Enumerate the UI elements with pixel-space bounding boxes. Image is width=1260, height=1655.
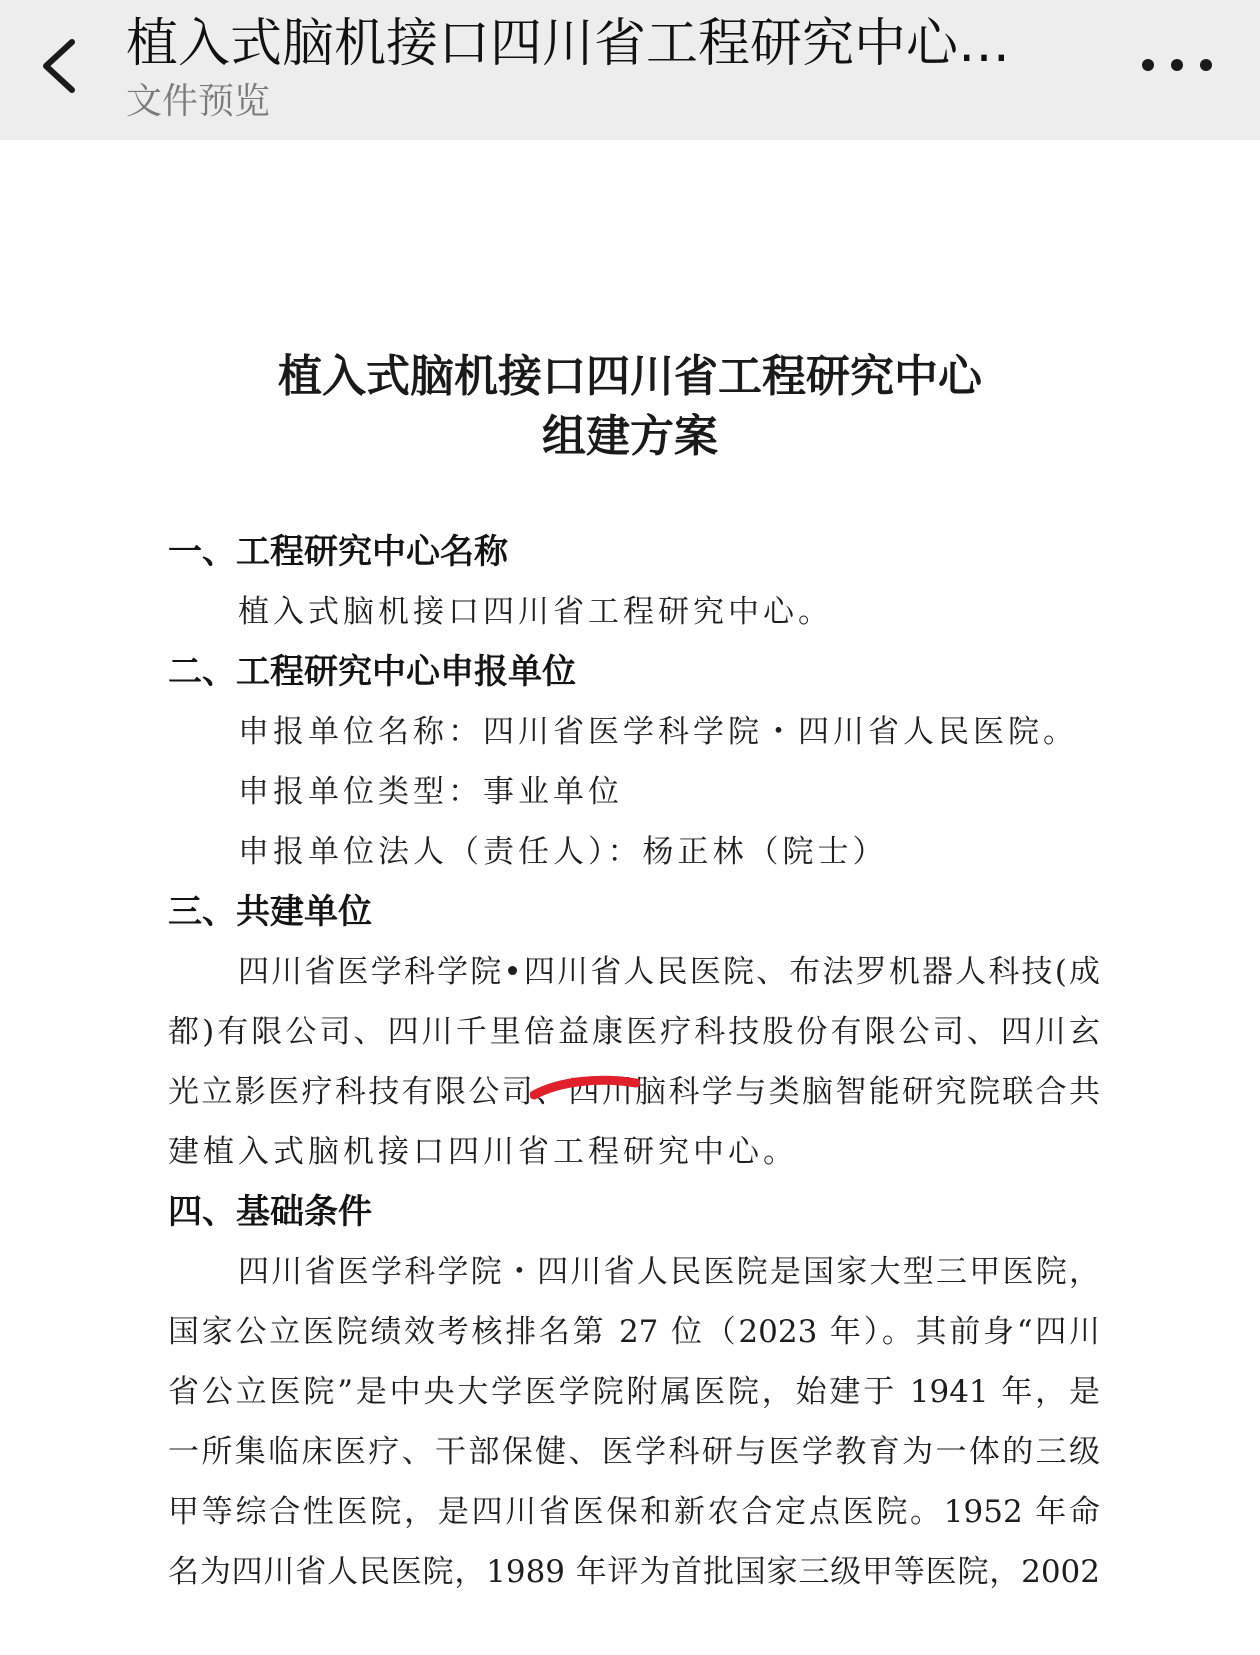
paragraph-line: 都)有限公司、四川千里倍益康医疗科技股份有限公司、四川玄 xyxy=(168,1014,1100,1050)
more-horizontal-icon xyxy=(1132,40,1222,90)
section-heading: 一、工程研究中心名称 xyxy=(168,532,508,572)
paragraph-line: 甲等综合性医院，是四川省医保和新农合定点医院。1952 年命 xyxy=(168,1494,1100,1530)
paragraph-line: 申报单位类型：事业单位 xyxy=(238,774,623,810)
page-title: 植入式脑机接口四川省工程研究中心… xyxy=(126,14,1011,74)
section-heading: 四、基础条件 xyxy=(168,1192,372,1232)
paragraph-line: 一所集临床医疗、干部保健、医学科研与医学教育为一体的三级 xyxy=(168,1434,1100,1470)
paragraph-line: 省公立医院”是中央大学医学院附属医院，始建于 1941 年，是 xyxy=(168,1374,1100,1410)
top-navigation-bar xyxy=(0,0,1260,140)
paragraph-line: 植入式脑机接口四川省工程研究中心。 xyxy=(238,594,833,630)
section-heading: 三、共建单位 xyxy=(168,892,372,932)
paragraph-line: 申报单位法人（责任人）：杨正林（院士） xyxy=(238,834,888,870)
document-title-line-1: 植入式脑机接口四川省工程研究中心 xyxy=(278,351,982,402)
paragraph-line: 光立影医疗科技有限公司、四川脑科学与类脑智能研究院联合共 xyxy=(168,1074,1100,1110)
section-heading: 二、工程研究中心申报单位 xyxy=(168,652,576,692)
paragraph-line: 申报单位名称：四川省医学科学院・四川省人民医院。 xyxy=(238,714,1078,750)
document-title-line-2: 组建方案 xyxy=(542,411,718,462)
paragraph-line: 名为四川省人民医院，1989 年评为首批国家三级甲等医院，2002 xyxy=(168,1554,1100,1590)
paragraph-line: 四川省医学科学院•四川省人民医院、布法罗机器人科技(成 xyxy=(238,954,1100,990)
paragraph-line: 四川省医学科学院・四川省人民医院是国家大型三甲医院， xyxy=(238,1254,1100,1290)
back-button[interactable] xyxy=(28,20,108,110)
header-title-block xyxy=(126,12,1056,124)
chevron-left-icon xyxy=(28,20,108,110)
paragraph-line: 国家公立医院绩效考核排名第 27 位（2023 年）。其前身“四川 xyxy=(168,1314,1100,1350)
page-subtitle: 文件预览 xyxy=(126,81,271,122)
document-preview[interactable] xyxy=(0,140,1260,1655)
paragraph-line: 建植入式脑机接口四川省工程研究中心。 xyxy=(168,1134,798,1170)
more-options-button[interactable] xyxy=(1132,40,1222,90)
